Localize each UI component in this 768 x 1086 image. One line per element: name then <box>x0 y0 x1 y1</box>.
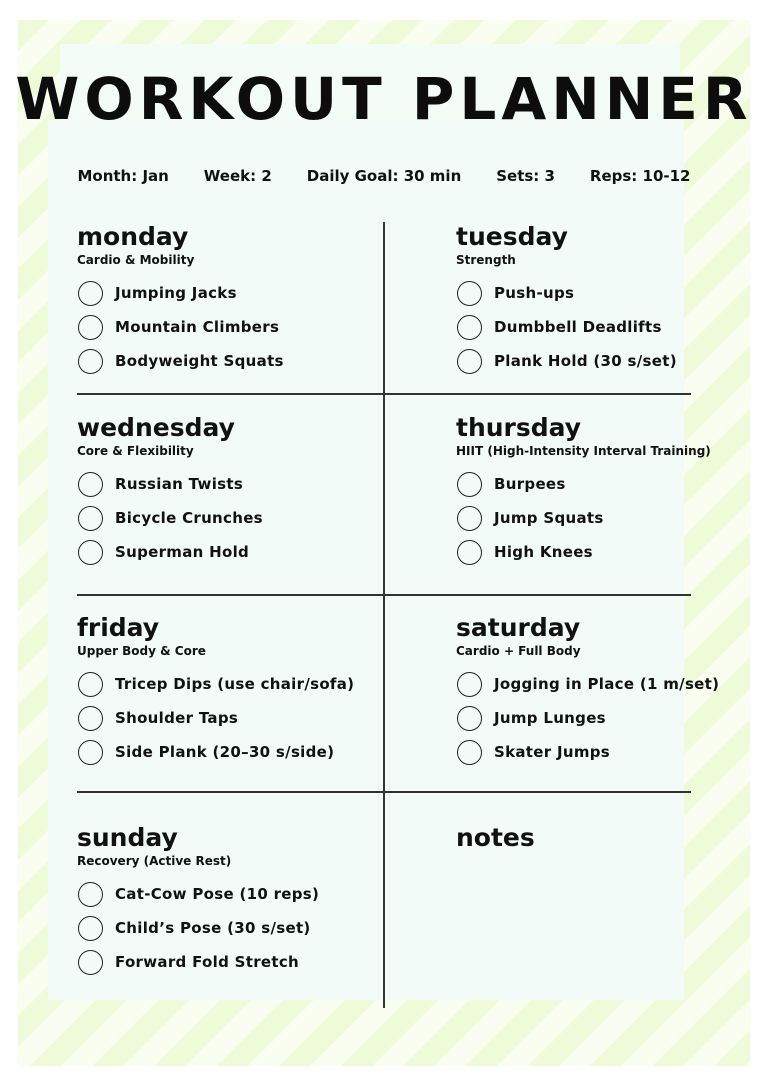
day-friday <box>77 613 377 769</box>
checkbox-circle[interactable] <box>457 540 482 565</box>
exercise-item <box>77 735 377 769</box>
exercise-item <box>77 310 377 344</box>
checkbox-circle[interactable] <box>78 315 103 340</box>
day-monday <box>77 222 377 378</box>
exercise-item <box>456 276 756 310</box>
exercise-list <box>456 667 756 769</box>
day-name: sunday <box>77 823 178 852</box>
exercise-item <box>77 467 377 501</box>
day-focus: HIIT (High-Intensity Interval Training) <box>456 444 711 458</box>
day-tuesday <box>456 222 756 378</box>
exercise-label: High Knees <box>494 543 593 561</box>
day-name: monday <box>77 222 189 251</box>
exercise-item <box>77 535 377 569</box>
day-name: wednesday <box>77 413 235 442</box>
exercise-label: Burpees <box>494 475 566 493</box>
exercise-item <box>456 501 756 535</box>
checkbox-circle[interactable] <box>78 950 103 975</box>
exercise-label: Jump Lunges <box>494 709 606 727</box>
plan-meta <box>60 164 708 188</box>
exercise-item <box>77 667 377 701</box>
exercise-item <box>456 310 756 344</box>
meta-sets: Sets: 3 <box>496 167 555 185</box>
row-divider <box>77 791 691 793</box>
checkbox-circle[interactable] <box>457 281 482 306</box>
exercise-item <box>456 667 756 701</box>
day-focus: Upper Body & Core <box>77 644 206 658</box>
checkbox-circle[interactable] <box>457 472 482 497</box>
exercise-label: Mountain Climbers <box>115 318 280 336</box>
checkbox-circle[interactable] <box>78 672 103 697</box>
day-name: tuesday <box>456 222 568 251</box>
exercise-label: Side Plank (20–30 s/side) <box>115 743 335 761</box>
meta-week: Week: 2 <box>203 167 272 185</box>
checkbox-circle[interactable] <box>78 540 103 565</box>
exercise-list <box>77 467 377 569</box>
exercise-list <box>77 667 377 769</box>
day-thursday <box>456 413 756 569</box>
checkbox-circle[interactable] <box>78 281 103 306</box>
checkbox-circle[interactable] <box>78 706 103 731</box>
exercise-label: Plank Hold (30 s/set) <box>494 352 677 370</box>
exercise-label: Dumbbell Deadlifts <box>494 318 662 336</box>
exercise-label: Bodyweight Squats <box>115 352 284 370</box>
day-saturday <box>456 613 756 769</box>
notes-heading: notes <box>456 823 535 852</box>
exercise-item <box>77 501 377 535</box>
day-name: friday <box>77 613 160 642</box>
day-focus: Recovery (Active Rest) <box>77 854 232 868</box>
day-focus: Cardio + Full Body <box>456 644 581 658</box>
exercise-item <box>456 344 756 378</box>
day-sunday <box>77 823 377 979</box>
day-name: thursday <box>456 413 582 442</box>
exercise-label: Forward Fold Stretch <box>115 953 300 971</box>
exercise-label: Child’s Pose (30 s/set) <box>115 919 311 937</box>
exercise-label: Skater Jumps <box>494 743 611 761</box>
page-title: WORKOUT PLANNER <box>15 65 753 133</box>
exercise-item <box>456 467 756 501</box>
exercise-item <box>77 344 377 378</box>
checkbox-circle[interactable] <box>457 740 482 765</box>
exercise-item <box>77 701 377 735</box>
checkbox-circle[interactable] <box>78 916 103 941</box>
exercise-item <box>456 735 756 769</box>
row-divider <box>77 594 691 596</box>
checkbox-circle[interactable] <box>78 740 103 765</box>
exercise-list <box>456 467 756 569</box>
checkbox-circle[interactable] <box>457 672 482 697</box>
exercise-list <box>77 276 377 378</box>
checkbox-circle[interactable] <box>78 349 103 374</box>
column-divider <box>383 222 385 1008</box>
exercise-label: Push-ups <box>494 284 575 302</box>
exercise-item <box>77 945 377 979</box>
exercise-label: Cat-Cow Pose (10 reps) <box>115 885 320 903</box>
checkbox-circle[interactable] <box>457 506 482 531</box>
exercise-list <box>77 877 377 979</box>
exercise-label: Jumping Jacks <box>115 284 237 302</box>
exercise-item <box>77 877 377 911</box>
checkbox-circle[interactable] <box>78 882 103 907</box>
exercise-label: Jogging in Place (1 m/set) <box>494 675 720 693</box>
day-wednesday <box>77 413 377 569</box>
meta-reps: Reps: 10-12 <box>589 167 691 185</box>
exercise-list <box>456 276 756 378</box>
notes-section <box>456 823 756 853</box>
day-focus: Core & Flexibility <box>77 444 194 458</box>
meta-daily-goal: Daily Goal: 30 min <box>306 167 462 185</box>
exercise-label: Bicycle Crunches <box>115 509 263 527</box>
day-focus: Cardio & Mobility <box>77 253 195 267</box>
exercise-label: Superman Hold <box>115 543 250 561</box>
exercise-item <box>456 535 756 569</box>
checkbox-circle[interactable] <box>457 349 482 374</box>
exercise-item <box>456 701 756 735</box>
checkbox-circle[interactable] <box>78 472 103 497</box>
exercise-item <box>77 911 377 945</box>
day-name: saturday <box>456 613 581 642</box>
exercise-item <box>77 276 377 310</box>
exercise-label: Tricep Dips (use chair/sofa) <box>115 675 355 693</box>
exercise-label: Jump Squats <box>494 509 604 527</box>
row-divider <box>77 393 691 395</box>
day-focus: Strength <box>456 253 516 267</box>
checkbox-circle[interactable] <box>457 315 482 340</box>
exercise-label: Russian Twists <box>115 475 244 493</box>
exercise-label: Shoulder Taps <box>115 709 239 727</box>
checkbox-circle[interactable] <box>78 506 103 531</box>
meta-month: Month: Jan <box>77 167 169 185</box>
checkbox-circle[interactable] <box>457 706 482 731</box>
